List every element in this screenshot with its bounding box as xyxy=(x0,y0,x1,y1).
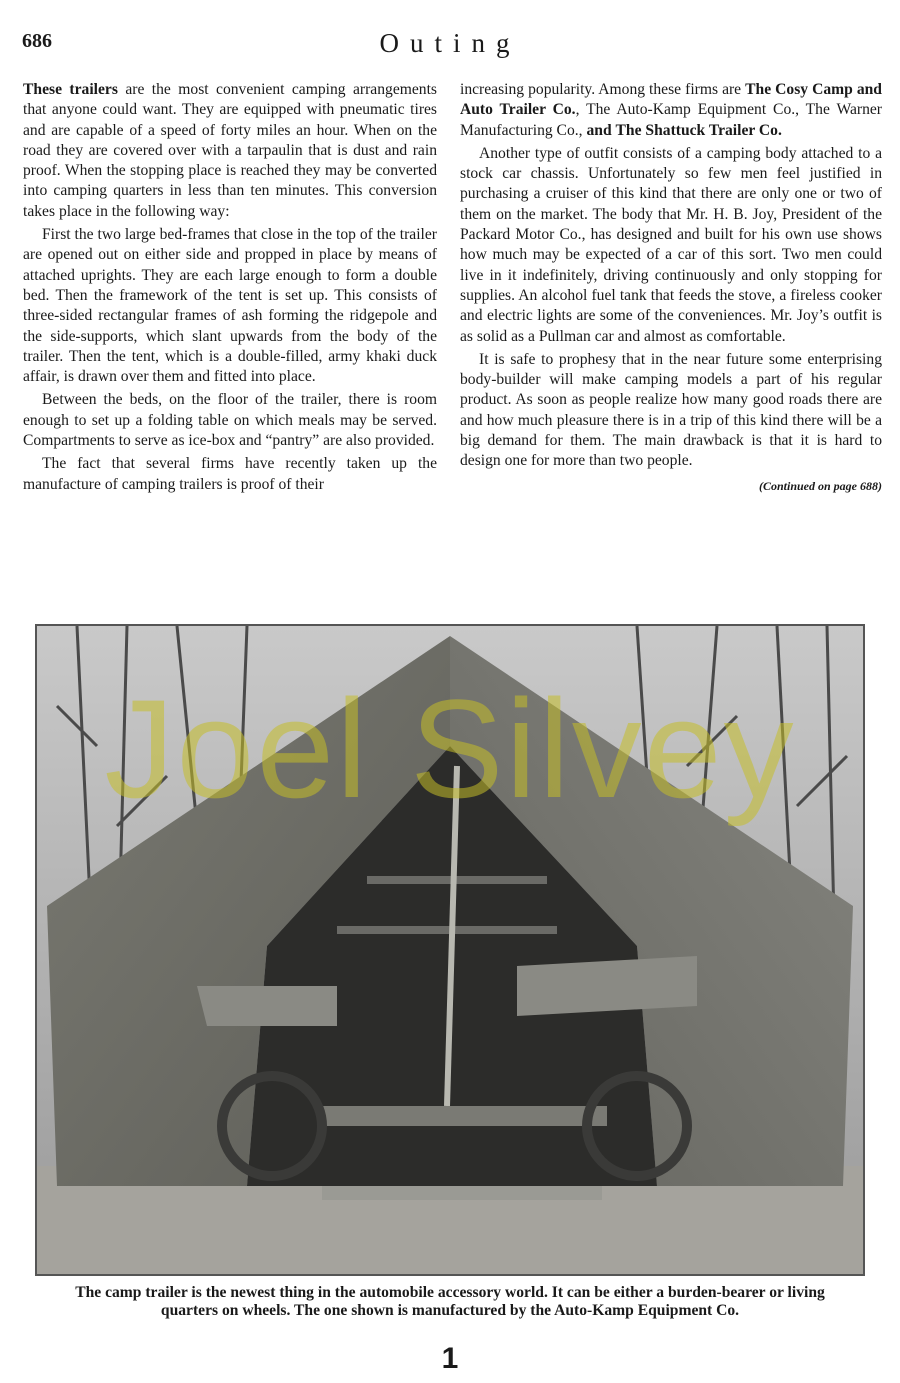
footer-number: 1 xyxy=(441,1342,459,1375)
photo-illustration xyxy=(37,626,863,1274)
paragraph-text: increasing popularity. Among these firms are xyxy=(460,81,746,98)
paragraph: The fact that several firms have recently taken up the manufacture of camping trailers is proof of their xyxy=(23,455,437,493)
running-title: Outing xyxy=(379,28,521,58)
trailer-body xyxy=(317,1106,607,1126)
bed-frame-right xyxy=(517,956,697,1016)
watermark: Joel Silvey xyxy=(104,670,796,827)
lead-text: These trailers xyxy=(23,81,118,98)
bed-frame-left xyxy=(197,986,337,1026)
paragraph: increasing popularity. Among these firms are The Cosy Camp and Auto Trailer Co., The Auto-Kamp Equipment Co., The Warner Manufacturing Co., and The Shattuck Trailer Co. xyxy=(460,81,883,139)
firm-name: The Warner Manufacturing Co. xyxy=(460,101,883,139)
photo-caption: The camp trailer is the newest thing in the automobile accessory world. It can be either a burden-bearer or living quarters on wheels. The one shown is manufactured by the Auto-Kamp Equipment Co. xyxy=(75,1284,825,1319)
paragraph: It is safe to prophesy that in the near future some enterprising body-builder will make camping models a part of his regular product. As soon as people realize how many good roads there are and how much pleasure there is in a trip of this kind there will be a big demand for them. The main drawback is that it is hard to design one for more than two people. xyxy=(460,350,882,470)
page-number: 686 xyxy=(22,30,52,52)
firm-name: The Shattuck Trailer Co. xyxy=(615,121,782,139)
continued-note: (Continued on page 688) xyxy=(758,478,882,493)
paragraph: Another type of outfit consists of a camping body attached to a stock car chassis. Unfortunately so few men feel justified in purchasing a cruiser of this kind that there are only one or two of them on the market. The body that Mr. H. B. Joy, President of the Packard Motor Co., has designed and built for his own use shows how much may be expected of a car of this sort. Two men could live in it indefinitely, driving continuously and only stopping for supplies. An alcohol fuel tank that feeds the stove, a fireless cooker and electric lights are some of the conveniences. Mr. Joy’s outfit is as solid as a Pullman car and almost as comfortable. xyxy=(460,144,882,345)
trailer-step xyxy=(322,1186,602,1200)
camp-trailer-photo xyxy=(35,624,865,1276)
conjunction: and xyxy=(586,121,612,139)
shelf xyxy=(337,926,557,934)
shelf xyxy=(367,876,547,884)
right-column xyxy=(460,80,882,499)
paragraph-text: are the most convenient camping arrangements that anyone could want. They are equipped with pneumatic tires and are capable of a speed of forty miles an hour. When on the road they are covered over with a tarpaulin that is dust and rain proof. When the stopping place is reached they may be converted into camping quarters in less than ten minutes. This conversion takes place in the following way: xyxy=(23,81,437,220)
left-column xyxy=(23,80,437,498)
paragraph: First the two large bed-frames that close in the top of the trailer are opened out on either side and propped in place by means of attached uprights. They are each large enough to form a double bed. Then the framework of the tent is set up. This consists of three-sided rectangular frames of ash forming the ridgepole and the side-supports, which slant upwards from the body of the trailer. Then the tent, which is a double-filled, army khaki duck affair, is drawn over them and fitted into place. xyxy=(23,226,437,386)
paragraph: Between the beds, on the floor of the trailer, there is room enough to set up a folding table on which meals may be served. Compartments to serve as ice-box and “pantry” are also provided. xyxy=(23,391,437,450)
paragraph xyxy=(23,80,437,222)
firm-name: The Auto-Kamp Equipment Co. xyxy=(586,101,796,119)
firm-name: The Cosy Camp and Auto Trailer Co. xyxy=(460,81,882,119)
